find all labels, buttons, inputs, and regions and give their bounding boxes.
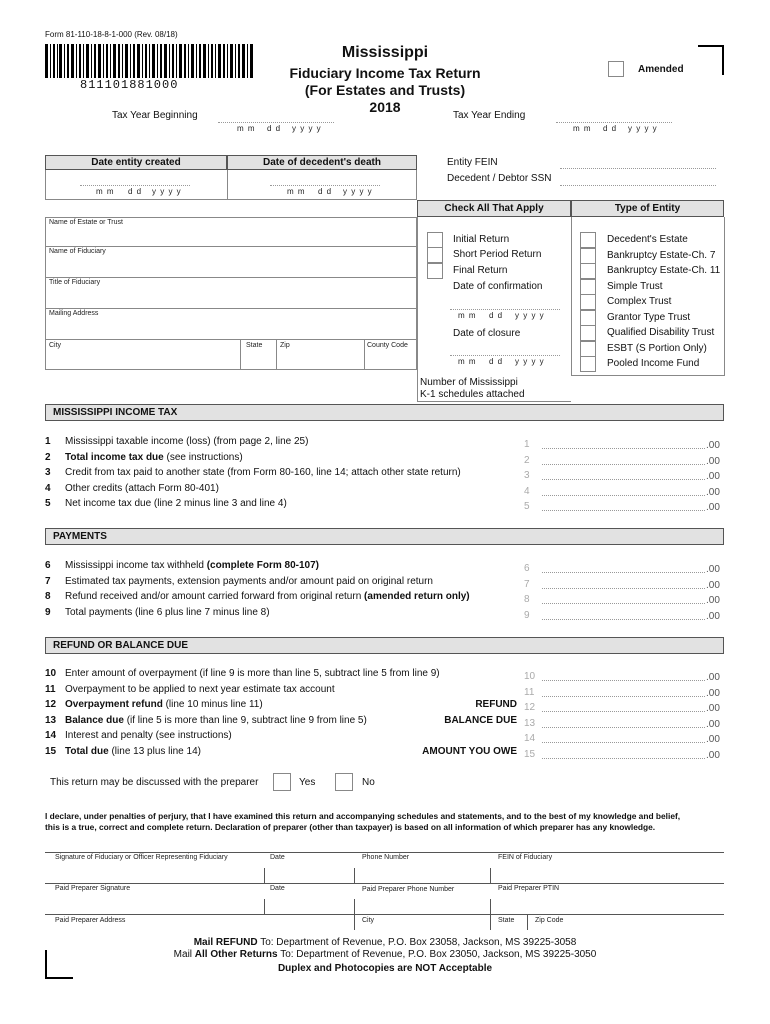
title-line1: Fiduciary Income Tax Return bbox=[289, 65, 481, 81]
barcode-bars bbox=[45, 44, 255, 78]
amount-field[interactable] bbox=[542, 711, 705, 712]
entity-type-label: Bankruptcy Estate-Ch. 11 bbox=[607, 265, 721, 276]
title-state: Mississippi bbox=[341, 44, 429, 61]
cents-label: .00 bbox=[706, 734, 720, 746]
preparer-discuss-label: This return may be discussed with the preparer bbox=[50, 777, 259, 788]
duplex-warning: Duplex and Photocopies are NOT Acceptable bbox=[277, 963, 493, 974]
tax-year-beginning-mm: m m bbox=[237, 124, 256, 133]
line-number: 9 bbox=[45, 606, 51, 618]
paid-ptin-field[interactable]: Paid Preparer PTIN bbox=[498, 885, 560, 892]
title-fiduciary-field[interactable]: Title of Fiduciary bbox=[49, 279, 101, 286]
sig-phone-field[interactable]: Phone Number bbox=[362, 854, 410, 861]
mail-other-line: Mail All Other Returns To: Department of Revenue, P.O. Box 23050, Jackson, MS 39225-3050 bbox=[173, 949, 597, 960]
paid-phone-field[interactable]: Paid Preparer Phone Number bbox=[362, 886, 455, 893]
declaration-line2: this is a true, correct and complete return. Declaration of preparer (other than taxpayer) is based on all information of which preparer has any knowledge. bbox=[45, 822, 656, 832]
paid-sig-field[interactable]: Paid Preparer Signature bbox=[55, 885, 131, 892]
line-number-right: 3 bbox=[524, 470, 530, 482]
cents-label: .00 bbox=[706, 687, 720, 699]
check-all-label: Short Period Return bbox=[453, 249, 542, 260]
line-text: Total income tax due (see instructions) bbox=[65, 451, 243, 463]
date-entity-created-dd: d d bbox=[128, 187, 143, 196]
line-number: 10 bbox=[45, 668, 57, 679]
entity-type-label: Qualified Disability Trust bbox=[607, 327, 715, 338]
paid-address-field[interactable]: Paid Preparer Address bbox=[55, 917, 126, 924]
amount-field[interactable] bbox=[542, 742, 705, 743]
line-text: Interest and penalty (see instructions) bbox=[65, 730, 232, 742]
decedent-ssn-field[interactable] bbox=[560, 185, 716, 186]
city-field[interactable]: City bbox=[49, 342, 62, 349]
entity-fein-label: Entity FEIN bbox=[447, 157, 498, 168]
entity-type-label: Complex Trust bbox=[607, 296, 672, 307]
date-decedent-death-mm: m m bbox=[287, 187, 306, 196]
line-number-right: 5 bbox=[524, 501, 530, 513]
line-number: 1 bbox=[45, 436, 51, 447]
line-number: 6 bbox=[45, 560, 51, 571]
name-address-box bbox=[45, 217, 417, 370]
line-text: Mississippi income tax withheld (complete Form 80-107) bbox=[65, 560, 319, 571]
line-number-right: 13 bbox=[524, 717, 536, 729]
date-closure-field[interactable] bbox=[450, 355, 560, 356]
line-text: Total payments (line 6 plus line 7 minus line 8) bbox=[65, 606, 270, 618]
amount-field[interactable] bbox=[542, 510, 705, 511]
line-right-label: AMOUNT YOU OWE bbox=[422, 746, 517, 757]
line-number-right: 8 bbox=[524, 594, 530, 606]
line-number: 7 bbox=[45, 575, 51, 587]
date-entity-created-header: Date entity created bbox=[45, 155, 227, 170]
barcode-number: 811101881000 bbox=[80, 78, 179, 92]
line-number-right: 7 bbox=[524, 578, 530, 590]
line-text: Balance due (if line 5 is more than line 9, subtract line 9 from line 5) bbox=[65, 714, 367, 726]
entity-type-checkbox[interactable] bbox=[580, 248, 596, 264]
cents-label: .00 bbox=[706, 486, 720, 498]
line-number-right: 10 bbox=[524, 671, 536, 682]
declaration-line1: I declare, under penalties of perjury, that I have examined this return and accompanying schedules and statements, and to the best of my knowledge and belief, bbox=[45, 811, 681, 821]
form-id: Form 81-110-18-8-1-000 (Rev. 08/18) bbox=[45, 30, 178, 39]
line-number: 12 bbox=[45, 699, 57, 711]
date-decedent-death-field[interactable] bbox=[270, 185, 380, 186]
amount-field[interactable] bbox=[542, 727, 705, 728]
preparer-no-label: No bbox=[362, 777, 375, 788]
date-entity-created-mm: m m bbox=[96, 187, 115, 196]
check-all-checkbox[interactable] bbox=[427, 247, 443, 263]
line-text: Total due (line 13 plus line 14) bbox=[65, 746, 201, 757]
name-fiduciary-field[interactable]: Name of Fiduciary bbox=[49, 248, 106, 255]
sig-date1-field[interactable]: Date bbox=[270, 854, 285, 861]
title-year: 2018 bbox=[369, 99, 401, 115]
amount-field[interactable] bbox=[542, 619, 705, 620]
date-decedent-death-header: Date of decedent's death bbox=[227, 155, 417, 170]
line-number-right: 1 bbox=[524, 439, 530, 450]
entity-type-label: Simple Trust bbox=[607, 280, 663, 292]
line-number-right: 2 bbox=[524, 454, 530, 466]
amount-field[interactable] bbox=[542, 696, 705, 697]
cents-label: .00 bbox=[706, 579, 720, 591]
entity-type-label: Decedent's Estate bbox=[607, 234, 688, 245]
check-all-label: Date of confirmation bbox=[453, 281, 543, 292]
entity-type-checkbox[interactable] bbox=[580, 232, 596, 248]
cents-label: .00 bbox=[706, 455, 720, 467]
line-number: 4 bbox=[45, 482, 51, 494]
county-code-field[interactable]: County Code bbox=[367, 342, 408, 349]
entity-type-label: Grantor Type Trust bbox=[607, 311, 691, 323]
paid-city-field[interactable]: City bbox=[362, 917, 375, 924]
entity-type-checkbox[interactable] bbox=[580, 279, 596, 295]
tax-year-ending-mm: m m bbox=[573, 124, 592, 133]
line-number-right: 4 bbox=[524, 485, 530, 497]
paid-zip-field[interactable]: Zip Code bbox=[535, 917, 564, 924]
line-number: 15 bbox=[45, 746, 57, 757]
date-entity-created-field[interactable] bbox=[80, 185, 190, 186]
date-decedent-death-dd: d d bbox=[318, 187, 333, 196]
check-all-checkbox[interactable] bbox=[427, 263, 443, 279]
amount-field[interactable] bbox=[542, 680, 705, 681]
entity-type-label: Pooled Income Fund bbox=[607, 358, 700, 369]
sig-fiduciary-field[interactable]: Signature of Fiduciary or Officer Representing Fiduciary bbox=[55, 854, 228, 861]
dates-divider bbox=[227, 170, 228, 200]
zip-field[interactable]: Zip bbox=[280, 342, 290, 349]
entity-type-checkbox[interactable] bbox=[580, 356, 596, 372]
preparer-no-checkbox[interactable] bbox=[335, 773, 353, 791]
date-confirmation-field[interactable] bbox=[450, 309, 560, 310]
entity-type-checkbox[interactable] bbox=[580, 310, 596, 326]
k1-label-line2: K-1 schedules attached bbox=[420, 389, 525, 400]
check-all-checkbox[interactable] bbox=[427, 232, 443, 248]
entity-type-label: Bankruptcy Estate-Ch. 7 bbox=[607, 249, 716, 261]
amount-field[interactable] bbox=[542, 479, 705, 480]
paid-date-field[interactable]: Date bbox=[270, 885, 285, 892]
tax-year-beginning-yyyy: y y y y bbox=[292, 124, 322, 133]
corner-mark-top bbox=[698, 45, 724, 75]
line-number: 3 bbox=[45, 467, 51, 479]
amount-field[interactable] bbox=[542, 603, 705, 604]
cents-label: .00 bbox=[706, 595, 720, 607]
line-text: Enter amount of overpayment (if line 9 is more than line 5, subtract line 5 from line 9) bbox=[65, 668, 440, 679]
cents-label: .00 bbox=[706, 471, 720, 483]
tax-year-beginning-field[interactable] bbox=[218, 122, 334, 123]
entity-type-checkbox[interactable] bbox=[580, 263, 596, 279]
cents-label: .00 bbox=[706, 610, 720, 622]
line-number-right: 11 bbox=[524, 686, 535, 698]
tax-year-ending-label: Tax Year Ending bbox=[453, 110, 526, 121]
section-payments: PAYMENTS bbox=[45, 528, 724, 545]
state-field[interactable]: State bbox=[246, 342, 263, 349]
line-text: Overpayment refund (line 10 minus line 11) bbox=[65, 699, 263, 711]
tax-year-ending-dd: d d bbox=[603, 124, 618, 133]
name-estate-field[interactable]: Name of Estate or Trust bbox=[49, 219, 123, 226]
tax-year-beginning-label: Tax Year Beginning bbox=[112, 110, 198, 121]
date-entity-created-yyyy: y y y y bbox=[152, 187, 182, 196]
mail-refund-line: Mail REFUND To: Department of Revenue, P.O. Box 23058, Jackson, MS 39225-3058 bbox=[193, 937, 577, 948]
entity-type-checkbox[interactable] bbox=[580, 294, 596, 310]
amount-field[interactable] bbox=[542, 758, 705, 759]
paid-state-field[interactable]: State bbox=[498, 917, 515, 924]
line-text: Net income tax due (line 2 minus line 3 and line 4) bbox=[65, 498, 287, 510]
k1-label-line1: Number of Mississippi bbox=[420, 377, 518, 388]
entity-type-label: ESBT (S Portion Only) bbox=[607, 342, 707, 354]
sig-fein-field[interactable]: FEIN of Fiduciary bbox=[498, 854, 553, 861]
section-income-tax: MISSISSIPPI INCOME TAX bbox=[45, 404, 724, 421]
line-number: 2 bbox=[45, 451, 51, 463]
line-text: Estimated tax payments, extension payments and/or amount paid on original return bbox=[65, 575, 433, 587]
line-right-label: REFUND bbox=[475, 699, 517, 711]
line-text: Mississippi taxable income (loss) (from page 2, line 25) bbox=[65, 436, 309, 447]
line-number-right: 6 bbox=[524, 563, 530, 574]
line-number: 11 bbox=[45, 683, 56, 695]
preparer-yes-checkbox[interactable] bbox=[273, 773, 291, 791]
line-right-label: BALANCE DUE bbox=[444, 714, 517, 726]
cents-label: .00 bbox=[706, 750, 720, 761]
section-refund: REFUND OR BALANCE DUE bbox=[45, 637, 724, 654]
line-number-right: 15 bbox=[524, 749, 536, 760]
entity-fein-field[interactable] bbox=[560, 168, 716, 169]
entity-type-checkbox[interactable] bbox=[580, 341, 596, 357]
line-number-right: 12 bbox=[524, 702, 536, 714]
cents-label: .00 bbox=[706, 440, 720, 451]
line-text: Credit from tax paid to another state (from Form 80-160, line 14; attach other state return) bbox=[65, 467, 461, 479]
date-closure-label: Date of closure bbox=[453, 328, 521, 339]
tax-year-beginning-dd: d d bbox=[267, 124, 282, 133]
title-line2: (For Estates and Trusts) bbox=[304, 82, 466, 98]
amended-checkbox[interactable] bbox=[608, 61, 624, 77]
line-number-right: 9 bbox=[524, 609, 530, 621]
tax-year-ending-field[interactable] bbox=[556, 122, 672, 123]
line-number: 5 bbox=[45, 498, 51, 510]
line-text: Other credits (attach Form 80-401) bbox=[65, 482, 219, 494]
line-text: Overpayment to be applied to next year estimate tax account bbox=[65, 683, 335, 695]
cents-label: .00 bbox=[706, 564, 720, 575]
check-all-label: Initial Return bbox=[453, 234, 510, 245]
amount-field[interactable] bbox=[542, 588, 705, 589]
check-all-label: Final Return bbox=[453, 265, 508, 276]
line-number: 13 bbox=[45, 714, 57, 726]
cents-label: .00 bbox=[706, 703, 720, 715]
line-number-right: 14 bbox=[524, 733, 536, 745]
entity-type-header: Type of Entity bbox=[571, 200, 724, 217]
cents-label: .00 bbox=[706, 718, 720, 730]
corner-mark-bottom bbox=[45, 950, 73, 979]
decedent-ssn-label: Decedent / Debtor SSN bbox=[447, 173, 552, 184]
line-number: 14 bbox=[45, 730, 57, 742]
preparer-yes-label: Yes bbox=[299, 777, 316, 788]
check-all-header: Check All That Apply bbox=[417, 200, 571, 217]
amount-field[interactable] bbox=[542, 572, 705, 573]
amount-field[interactable] bbox=[542, 495, 705, 496]
tax-year-ending-yyyy: y y y y bbox=[628, 124, 658, 133]
entity-type-checkbox[interactable] bbox=[580, 325, 596, 341]
cents-label: .00 bbox=[706, 502, 720, 514]
mailing-address-field[interactable]: Mailing Address bbox=[49, 310, 99, 317]
amount-field[interactable] bbox=[542, 448, 705, 449]
amount-field[interactable] bbox=[542, 464, 705, 465]
line-number: 8 bbox=[45, 591, 51, 603]
date-decedent-death-yyyy: y y y y bbox=[343, 187, 373, 196]
line-text: Refund received and/or amount carried forward from original return (amended return only) bbox=[65, 591, 470, 603]
cents-label: .00 bbox=[706, 672, 720, 683]
amended-label: Amended bbox=[638, 64, 684, 75]
